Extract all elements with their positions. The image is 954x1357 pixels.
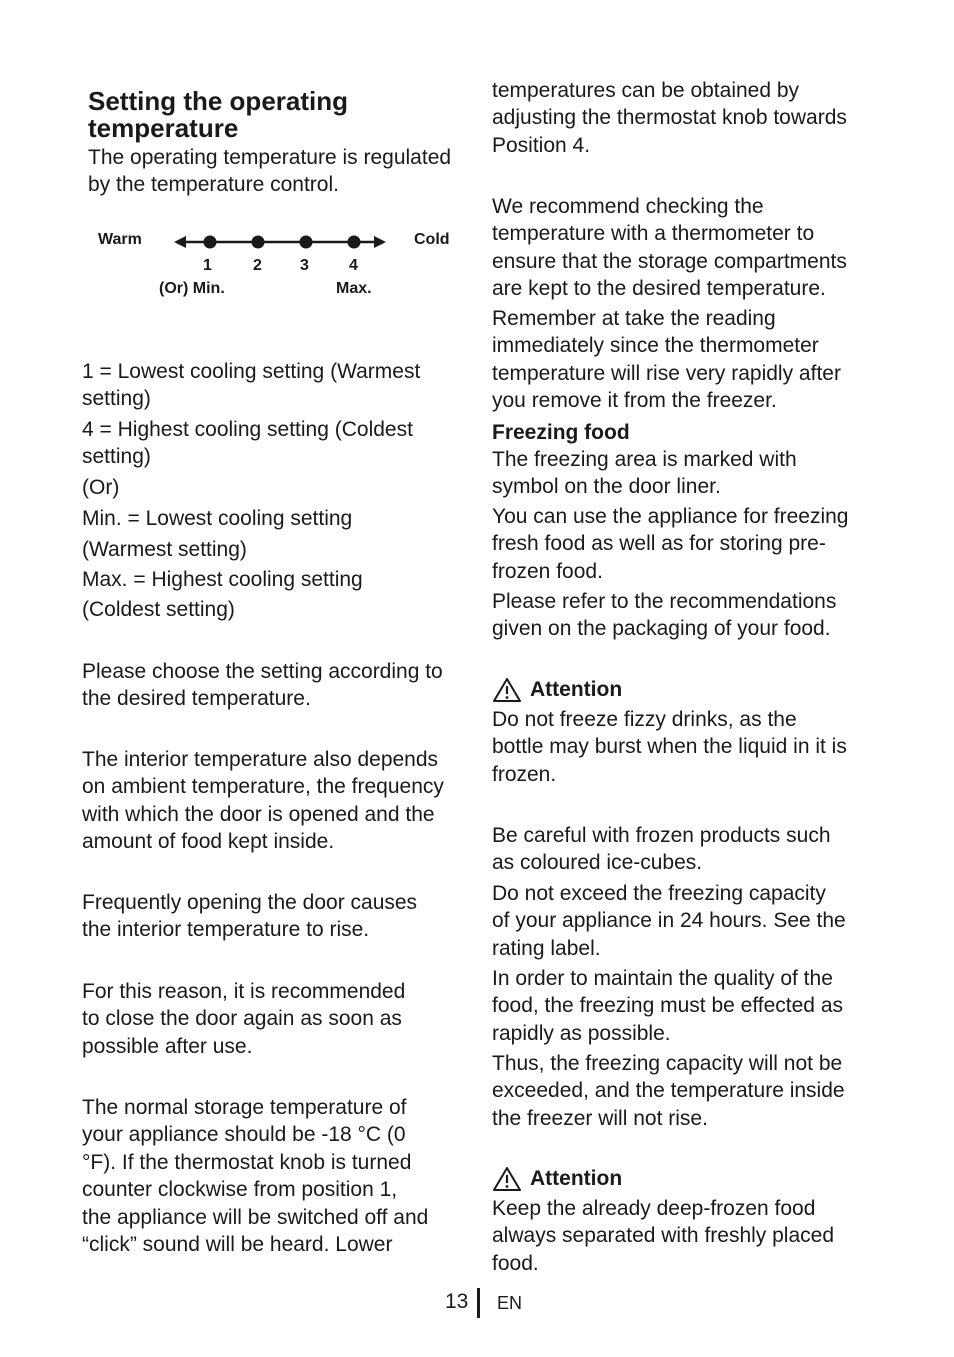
max-label: Max. (336, 280, 372, 297)
interior-temperature-paragraph: The interior temperature also depends on ambient temperature, the frequency with which the door is opened and the amount of food kept inside. (82, 748, 444, 854)
choose-setting-paragraph: Please choose the setting according to the desired temperature. (82, 660, 443, 711)
warning-triangle-icon (492, 1166, 522, 1192)
dial-dot-2 (252, 236, 265, 249)
separate-food-paragraph: Keep the already deep-frozen food always separated with freshly placed food. (492, 1197, 835, 1275)
cold-label: Cold (414, 231, 450, 248)
section-heading: Setting the operating temperature (88, 86, 348, 143)
warning-triangle-icon (492, 677, 522, 703)
careful-paragraph: Be careful with frozen products such as coloured ice-cubes. (492, 824, 831, 875)
max-setting-text: Max. = Highest cooling setting (82, 568, 363, 591)
or-text: (Or) (82, 476, 120, 499)
warmest-setting-text: (Warmest setting) (82, 538, 247, 561)
min-label: (Or) Min. (159, 280, 225, 297)
thermostat-dial-diagram (82, 226, 474, 306)
attention-heading-1: Attention (492, 676, 622, 703)
language-code: EN (497, 1293, 523, 1313)
dial-dot-1 (204, 236, 217, 249)
reading-paragraph: Remember at take the reading immediately since the thermometer temperature will rise very rapidly after you remove it from the freezer. (492, 307, 841, 413)
thermometer-paragraph: We recommend checking the temperature with a thermometer to ensure that the storage compartments are kept to the desired temperature. (492, 195, 847, 301)
attention-heading-2: Attention (492, 1165, 622, 1192)
footer-divider (477, 1288, 480, 1318)
freezing-capacity-paragraph: Do not exceed the freezing capacity of your appliance in 24 hours. See the rating label. (492, 882, 846, 960)
door-opening-paragraph: Frequently opening the door causes the interior temperature to rise. (82, 891, 418, 942)
page-number: 13 (445, 1290, 469, 1313)
intro-paragraph: The operating temperature is regulated by the temperature control. (88, 146, 452, 197)
dial-number-2: 2 (253, 257, 262, 274)
freezing-food-heading: Freezing food (492, 421, 630, 444)
dial-dot-3 (300, 236, 313, 249)
dial-number-3: 3 (300, 257, 309, 274)
appliance-use-paragraph: You can use the appliance for freezing fresh food as well as for storing pre- frozen food. (492, 505, 849, 583)
freezing-area-paragraph: The freezing area is marked with symbol on the door liner. (492, 448, 797, 499)
dial-scale-icon (172, 230, 392, 254)
recommendations-paragraph: Please refer to the recommendations given on the packaging of your food. (492, 590, 837, 641)
close-door-paragraph: For this reason, it is recommended to close the door again as soon as possible after use. (82, 980, 406, 1058)
dial-dot-4 (348, 236, 361, 249)
dial-number-1: 1 (203, 257, 212, 274)
coldest-setting-text: (Coldest setting) (82, 598, 235, 621)
capacity-not-exceeded-paragraph: Thus, the freezing capacity will not be exceeded, and the temperature inside the freezer will not rise. (492, 1052, 845, 1130)
setting-1-text: 1 = Lowest cooling setting (Warmest setting) (82, 360, 421, 411)
lower-temperatures-paragraph: temperatures can be obtained by adjusting the thermostat knob towards Position 4. (492, 79, 847, 157)
min-setting-text: Min. = Lowest cooling setting (82, 507, 353, 530)
storage-temperature-paragraph: The normal storage temperature of your appliance should be -18 °C (0 °F). If the thermostat knob is turned counter clockwise from position 1, the appliance will be switched off and “click” sound will be heard. Lower (82, 1096, 429, 1257)
fizzy-drinks-paragraph: Do not freeze fizzy drinks, as the bottle may burst when the liquid in it is frozen. (492, 708, 847, 786)
setting-4-text: 4 = Highest cooling setting (Coldest setting) (82, 418, 413, 469)
quality-paragraph: In order to maintain the quality of the food, the freezing must be effected as rapidly as possible. (492, 967, 844, 1045)
warm-label: Warm (98, 231, 142, 248)
dial-number-4: 4 (349, 257, 358, 274)
